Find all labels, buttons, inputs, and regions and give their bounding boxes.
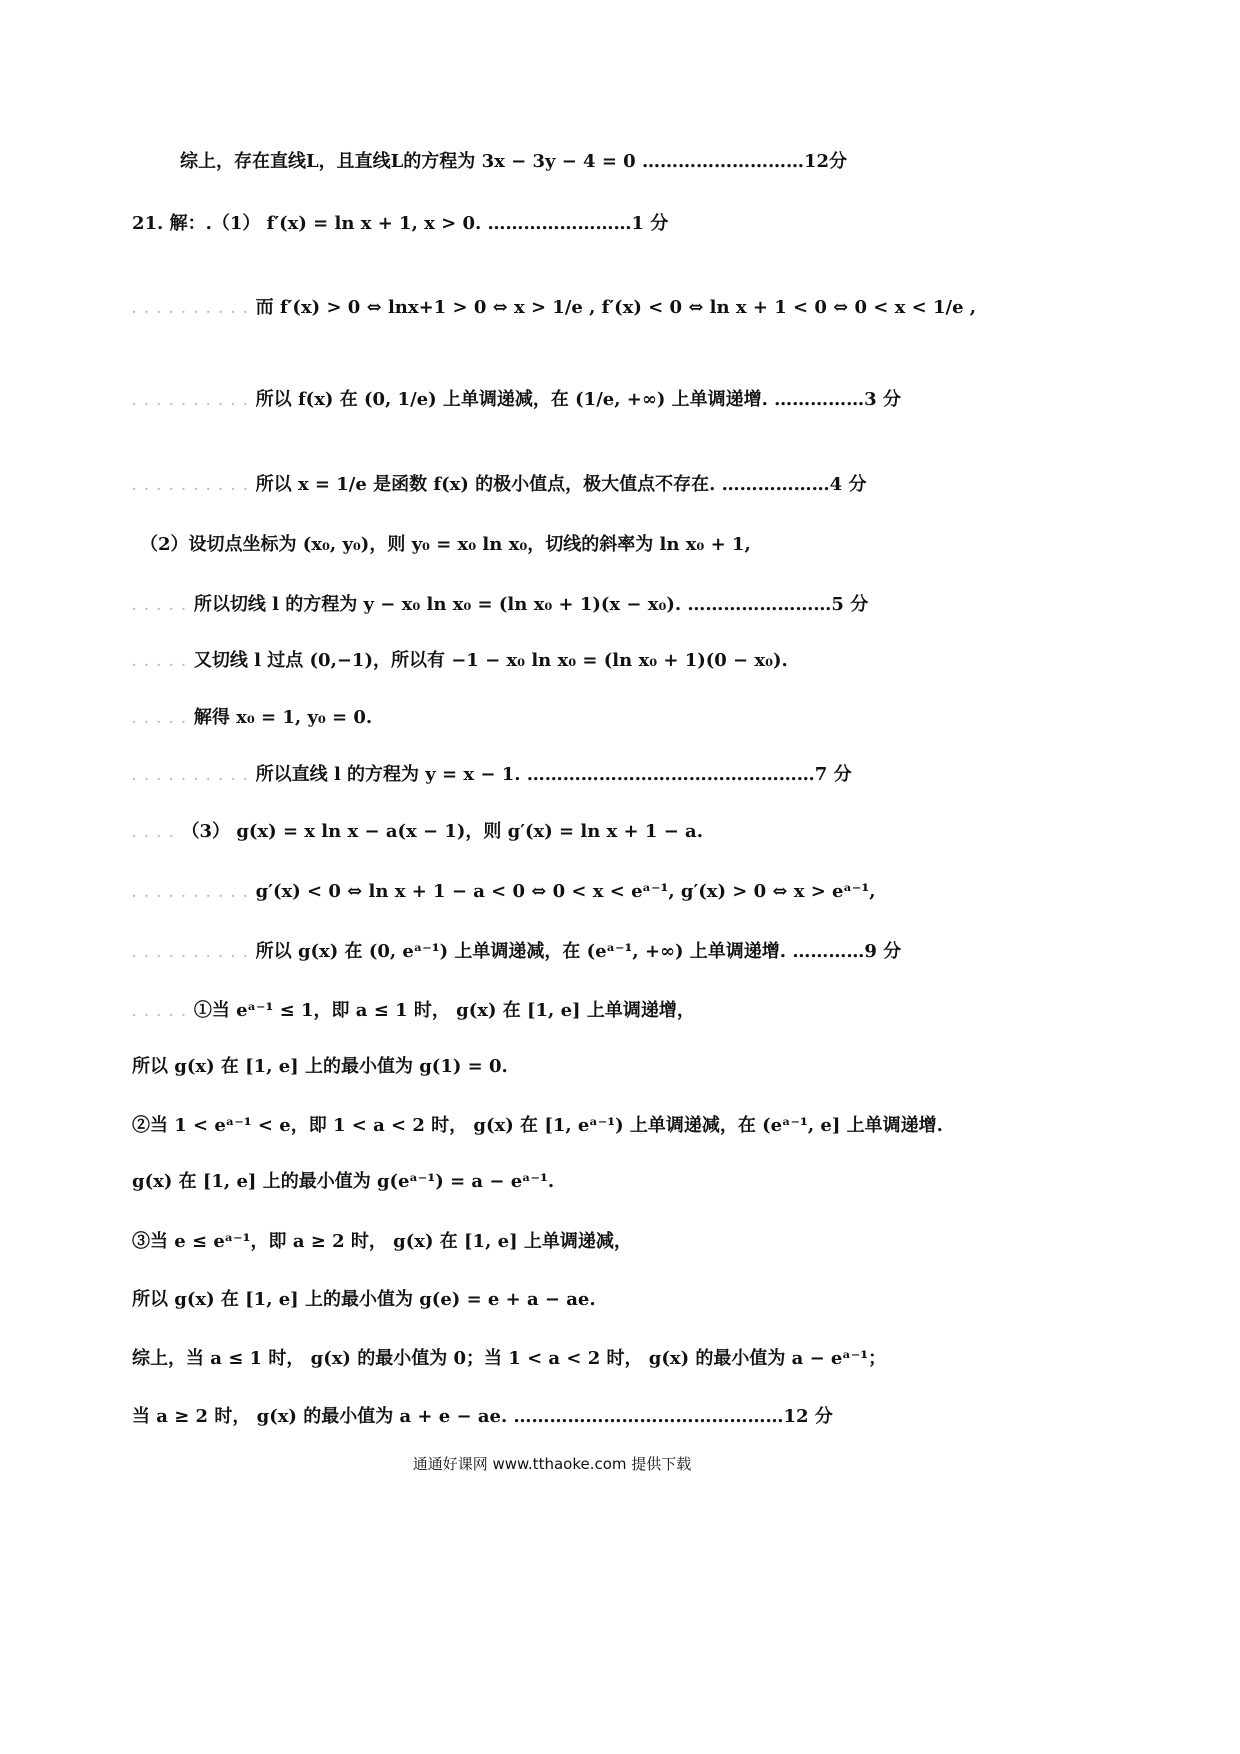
q21-summary-2: 当 a ≥ 2 时， g(x) 的最小值为 a + e − ae. ………………………………………12 分 [132,1406,833,1427]
q21-part1-monotonicity: . . . . . . . . . . 所以 f(x) 在 (0, 1/e) 上单调递减，在 (1/e, +∞) 上单调递增. ……………3 分 [132,389,901,410]
leader-dots: . . . . . . . . . . [132,302,250,316]
q21-part2-line-equation: . . . . . . . . . . 所以直线 l 的方程为 y = x − 1. …………………………………………7 分 [132,764,852,785]
q21-part1-derivative: 21. 解：.（1） f′(x) = ln x + 1, x > 0. ……………………1 分 [132,213,669,234]
q21-part3-sign-analysis: . . . . . . . . . . g′(x) < 0 ⇔ ln x + 1 − a < 0 ⇔ 0 < x < eᵃ⁻¹, g′(x) > 0 ⇔ x > eᵃ⁻¹, [132,881,876,902]
q21-part3-case1-min: 所以 g(x) 在 [1, e] 上的最小值为 g(1) = 0. [132,1056,508,1077]
leader-dots: . . . . . [132,655,188,669]
summary-line-l-equation: 综上，存在直线L，且直线L的方程为 3x − 3y − 4 = 0 ………………………12分 [180,151,848,172]
q21-part3-case3-min: 所以 g(x) 在 [1, e] 上的最小值为 g(e) = e + a − ae. [132,1289,596,1310]
leader-dots: . . . . . . . . . . [132,769,250,783]
q21-part2-tangent-point: （2）设切点坐标为 (x₀, y₀)，则 y₀ = x₀ ln x₀，切线的斜率为 ln x₀ + 1, [140,534,751,555]
leader-dots: . . . . . . . . . . [132,479,250,493]
q21-part2-through-point: . . . . . 又切线 l 过点 (0,−1)，所以有 −1 − x₀ ln x₀ = (ln x₀ + 1)(0 − x₀). [132,650,788,671]
q21-part3-case1: . . . . . ①当 eᵃ⁻¹ ≤ 1，即 a ≤ 1 时， g(x) 在 [1, e] 上单调递增， [132,1000,695,1021]
q21-part3-definition: . . . . （3） g(x) = x ln x − a(x − 1)，则 g′(x) = ln x + 1 − a. [132,821,703,842]
q21-part3-case2: ②当 1 < eᵃ⁻¹ < e，即 1 < a < 2 时， g(x) 在 [1, eᵃ⁻¹) 上单调递减，在 (eᵃ⁻¹, e] 上单调递增. [132,1115,943,1136]
leader-dots: . . . . . . . . . . [132,394,250,408]
q21-part3-case3: ③当 e ≤ eᵃ⁻¹，即 a ≥ 2 时， g(x) 在 [1, e] 上单调递减， [132,1231,632,1252]
q21-summary-1: 综上，当 a ≤ 1 时， g(x) 的最小值为 0；当 1 < a < 2 时， g(x) 的最小值为 a − eᵃ⁻¹； [132,1348,887,1369]
leader-dots: . . . . . [132,712,188,726]
q21-part2-solution: . . . . . 解得 x₀ = 1, y₀ = 0. [132,707,373,728]
q21-part2-tangent-equation: . . . . . 所以切线 l 的方程为 y − x₀ ln x₀ = (ln x₀ + 1)(x − x₀). ……………………5 分 [132,594,869,615]
leader-dots: . . . . . [132,1005,188,1019]
page-footer: 通通好课网 www.tthaoke.com 提供下载 [412,1455,692,1473]
leader-dots: . . . . . . . . . . [132,946,250,960]
leader-dots: . . . . . . . . . . [132,886,250,900]
q21-part3-monotonicity: . . . . . . . . . . 所以 g(x) 在 (0, eᵃ⁻¹) 上单调递减，在 (eᵃ⁻¹, +∞) 上单调递增. …………9 分 [132,941,902,962]
leader-dots: . . . . . [132,599,188,613]
q21-part1-extremum: . . . . . . . . . . 所以 x = 1/e 是函数 f(x) 的极小值点，极大值点不存在. ………………4 分 [132,474,867,495]
q21-part3-case2-min: g(x) 在 [1, e] 上的最小值为 g(eᵃ⁻¹) = a − eᵃ⁻¹. [132,1171,555,1192]
leader-dots: . . . . [132,826,176,840]
q21-part1-sign-analysis: . . . . . . . . . . 而 f′(x) > 0 ⇔ lnx+1 > 0 ⇔ x > 1/e , f′(x) < 0 ⇔ ln x + 1 < 0 ⇔ 0 < x < 1/e , [132,297,977,318]
